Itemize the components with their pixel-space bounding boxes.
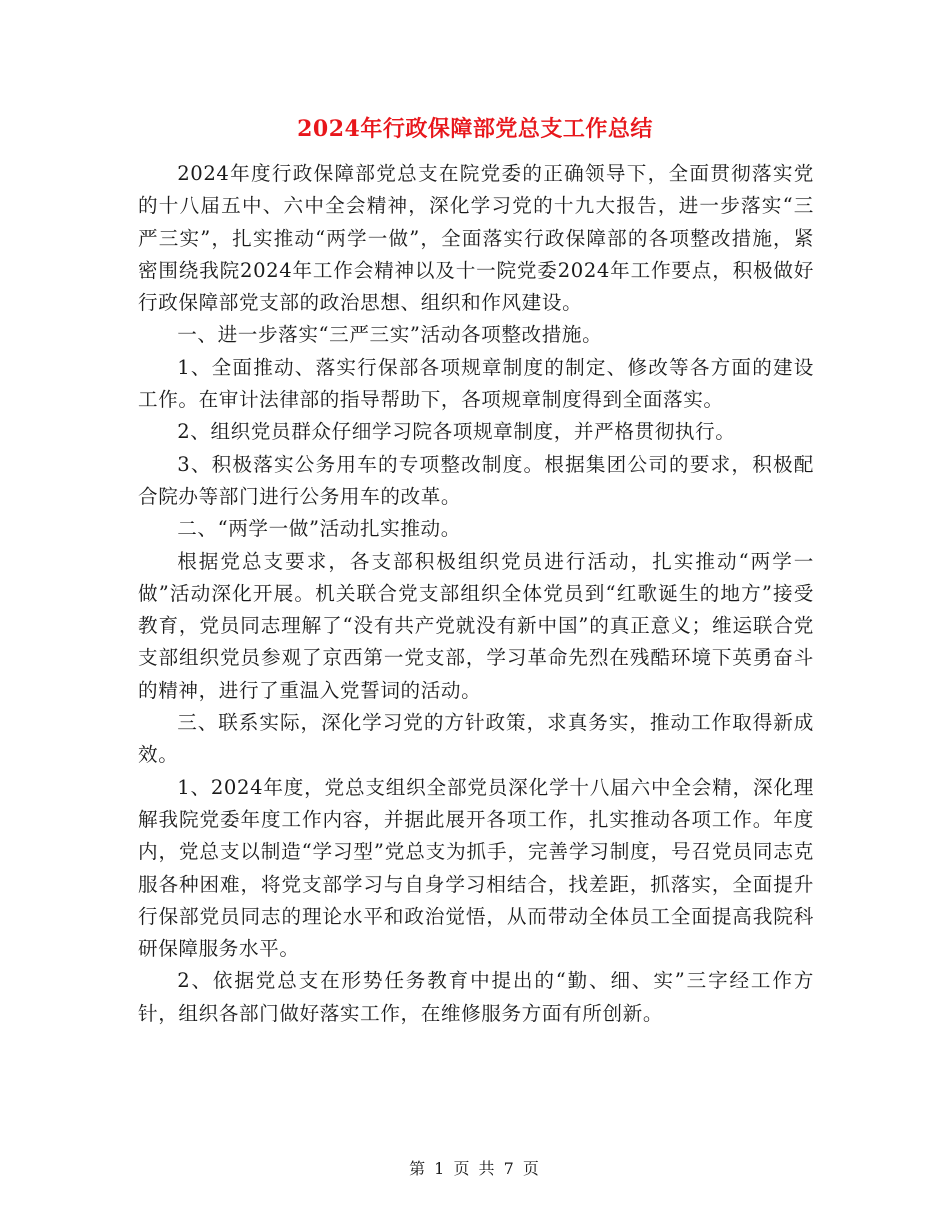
page-number-footer: 第 1 页 共 7 页 — [409, 1159, 541, 1178]
section-heading-1: 一、进一步落实“三严三实”活动各项整改措施。 — [177, 323, 603, 347]
paragraph-1-1: 1、全面推动、落实行保部各项规章制度的制定、修改等各方面的建设工作。在审计法律部的指导帮助下，各项规章制度得到全面落实。 — [138, 355, 814, 412]
paragraph-3-2: 2、依据党总支在形势任务教育中提出的“勤、细、实”三字经工作方针，组织各部门做好落实工作，在维修服务方面有所创新。 — [138, 969, 814, 1025]
paragraph-intro: 2024年度行政保障部党总支在院党委的正确领导下，全面贯彻落实党的十八届五中、六中全会精神，深化学习党的十九大报告，进一步落实“三严三实”，扎实推动“两学一做”，全面落实行政保障部的各项整改措施，紧密围绕我院2024年工作会精神以及十一院党委2024年工作要点，积极做好行政保障部党支部的政治思想、组织和作风建设。 — [138, 162, 814, 315]
section-heading-3: 三、联系实际，深化学习党的方针政策，求真务实，推动工作取得新成效。 — [138, 711, 814, 767]
section-heading-2: 二、“两学一做”活动扎实推动。 — [177, 517, 461, 541]
paragraph-1-3: 3、积极落实公务用车的专项整改制度。根据集团公司的要求，积极配合院办等部门进行公务用车的改革。 — [138, 452, 814, 508]
paragraph-3-1: 1、2024年度，党总支组织全部党员深化学十八届六中全会精，深化理解我院党委年度工作内容，并据此展开各项工作，扎实推动各项工作。年度内，党总支以制造“学习型”党总支为抓手，完善学习制度，号召党员同志克服各种困难，将党支部学习与自身学习相结合，找差距，抓落实，全面提升行保部党员同志的理论水平和政治觉悟，从而带动全体员工全面提高我院科研保障服务水平。 — [138, 775, 814, 961]
document-title: 2024年行政保障部党总支工作总结 — [297, 116, 653, 142]
paragraph-2-1: 根据党总支要求，各支部积极组织党员进行活动，扎实推动“两学一做”活动深化开展。机关联合党支部组织全体党员到“红歌诞生的地方”接受教育，党员同志理解了“没有共产党就没有新中国”的真正意义；维运联合党支部组织党员参观了京西第一党支部，学习革命先烈在残酷环境下英勇奋斗的精神，进行了重温入党誓词的活动。 — [138, 549, 814, 702]
paragraph-1-2: 2、组织党员群众仔细学习院各项规章制度，并严格贯彻执行。 — [177, 420, 736, 444]
document-body — [138, 158, 814, 1030]
